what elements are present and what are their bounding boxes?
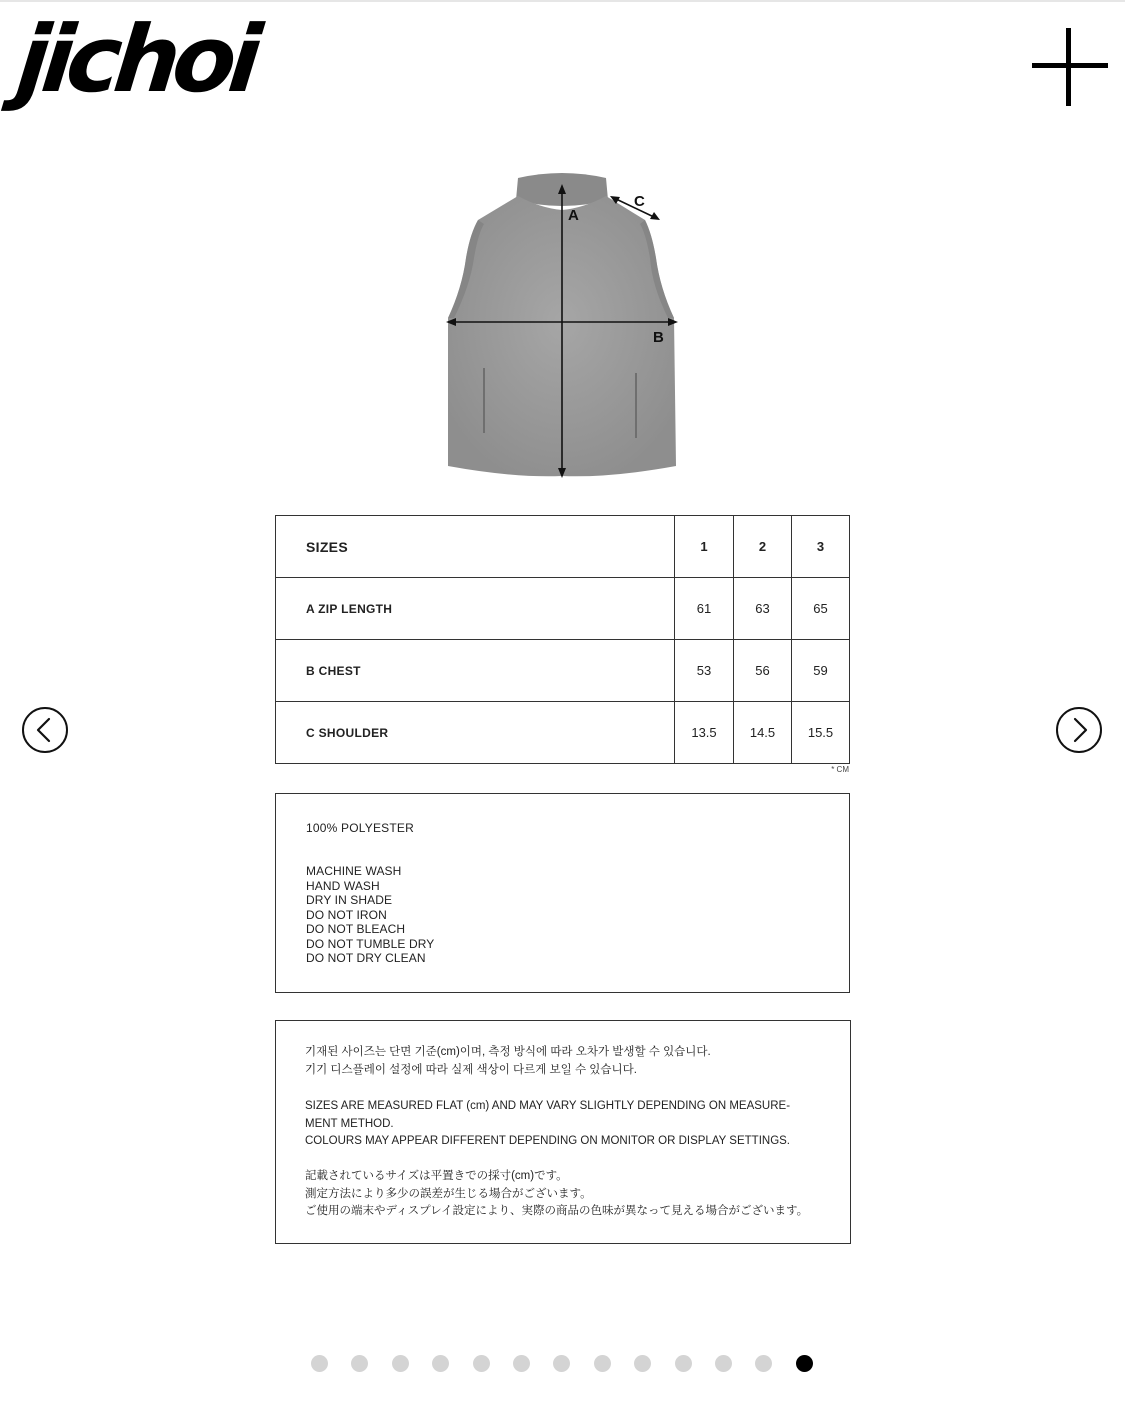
pagination-dot[interactable] bbox=[392, 1355, 409, 1372]
measurement-a-label: A bbox=[568, 207, 579, 224]
notice-korean bbox=[305, 1044, 711, 1079]
notice-line: 測定方法により多少の誤差が生じる場合がございます。 bbox=[305, 1187, 592, 1200]
brand-logo[interactable]: jichoi bbox=[12, 6, 260, 113]
size-chart-table bbox=[275, 515, 850, 764]
size-header-1: 1 bbox=[675, 516, 734, 578]
unit-note: * CM bbox=[831, 765, 849, 774]
chevron-right-icon bbox=[1058, 709, 1100, 751]
table-cell: 59 bbox=[792, 640, 850, 702]
pagination-dot[interactable] bbox=[553, 1355, 570, 1372]
list-item: MACHINE WASH bbox=[306, 864, 402, 878]
notice-japanese bbox=[305, 1168, 808, 1221]
table-row bbox=[276, 702, 850, 764]
care-instructions-box bbox=[275, 793, 850, 993]
table-cell: 14.5 bbox=[734, 702, 792, 764]
pagination-dot[interactable] bbox=[311, 1355, 328, 1372]
table-cell: 15.5 bbox=[792, 702, 850, 764]
pagination-dot[interactable] bbox=[473, 1355, 490, 1372]
list-item: DO NOT DRY CLEAN bbox=[306, 951, 426, 965]
fabric-composition: 100% POLYESTER bbox=[306, 821, 414, 835]
carousel-pagination bbox=[311, 1355, 831, 1373]
table-cell: 56 bbox=[734, 640, 792, 702]
pagination-dot[interactable] bbox=[513, 1355, 530, 1372]
table-cell: 61 bbox=[675, 578, 734, 640]
list-item: DO NOT BLEACH bbox=[306, 922, 406, 936]
pagination-dot-active[interactable] bbox=[796, 1355, 813, 1372]
pagination-dot[interactable] bbox=[675, 1355, 692, 1372]
notice-line: 記載されているサイズは平置きでの採寸(cm)です。 bbox=[305, 1170, 568, 1182]
pagination-dot[interactable] bbox=[634, 1355, 651, 1372]
notice-english bbox=[305, 1098, 790, 1151]
top-divider bbox=[0, 0, 1125, 4]
table-row bbox=[276, 578, 850, 640]
notice-line: MENT METHOD. bbox=[305, 1117, 394, 1130]
table-row bbox=[276, 640, 850, 702]
table-cell: 63 bbox=[734, 578, 792, 640]
pagination-dot[interactable] bbox=[432, 1355, 449, 1372]
menu-button[interactable] bbox=[1030, 28, 1110, 106]
measurement-c-label: C bbox=[634, 193, 645, 210]
notice-line: 기재된 사이즈는 단면 기준(cm)이며, 측정 방식에 따라 오차가 발생할 수 있습니다. bbox=[305, 1046, 711, 1058]
pagination-dot[interactable] bbox=[594, 1355, 611, 1372]
notice-line: 기기 디스플레이 설정에 따라 실제 색상이 다르게 보일 수 있습니다. bbox=[305, 1063, 637, 1076]
notice-line: SIZES ARE MEASURED FLAT (cm) AND MAY VARY SLIGHTLY DEPENDING ON MEASURE- bbox=[305, 1100, 791, 1112]
care-instruction-list bbox=[306, 864, 434, 966]
notice-line: COLOURS MAY APPEAR DIFFERENT DEPENDING ON MONITOR OR DISPLAY SETTINGS. bbox=[305, 1135, 791, 1147]
list-item: DO NOT IRON bbox=[306, 907, 387, 922]
size-header-3: 3 bbox=[792, 516, 850, 578]
table-cell: 53 bbox=[675, 640, 734, 702]
notice-line: ご使用の端末やディスプレイ設定により、実際の商品の色味が異なって見える場合がございます。 bbox=[305, 1205, 809, 1217]
chevron-left-icon bbox=[24, 709, 66, 751]
row-label-shoulder: C SHOULDER bbox=[276, 702, 675, 764]
sizes-header-label: SIZES bbox=[276, 516, 675, 578]
list-item: DRY IN SHADE bbox=[306, 893, 393, 907]
measurement-b-label: B bbox=[653, 329, 664, 346]
table-cell: 13.5 bbox=[675, 702, 734, 764]
row-label-zip-length: A ZIP LENGTH bbox=[276, 578, 675, 640]
list-item: DO NOT TUMBLE DRY bbox=[306, 936, 435, 951]
pagination-dot[interactable] bbox=[351, 1355, 368, 1372]
size-notice-box bbox=[275, 1020, 851, 1244]
table-cell: 65 bbox=[792, 578, 850, 640]
row-label-chest: B CHEST bbox=[276, 640, 675, 702]
pagination-dot[interactable] bbox=[715, 1355, 732, 1372]
list-item: HAND WASH bbox=[306, 878, 380, 893]
pagination-dot[interactable] bbox=[755, 1355, 772, 1372]
next-slide-button[interactable] bbox=[1056, 707, 1102, 753]
vest-measurement-figure bbox=[440, 168, 685, 483]
size-header-row bbox=[276, 516, 850, 578]
size-header-2: 2 bbox=[734, 516, 792, 578]
previous-slide-button[interactable] bbox=[22, 707, 68, 753]
